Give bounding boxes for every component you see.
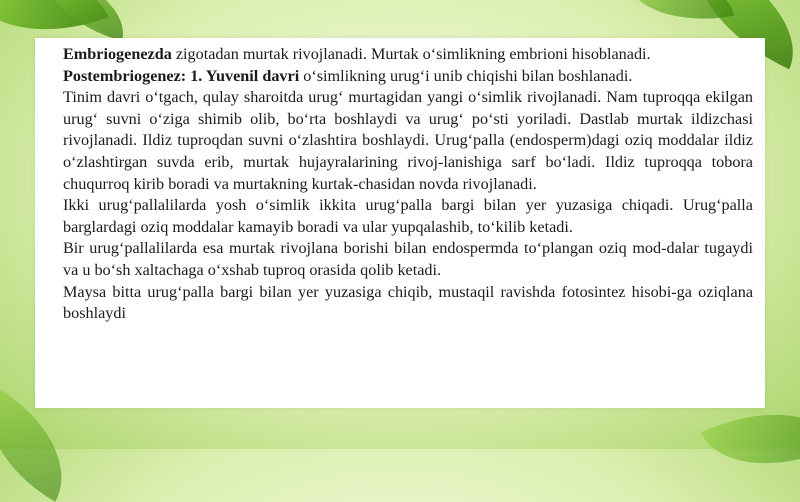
paragraph-embriogenez bbox=[63, 44, 753, 66]
paragraph-text: Ikki urug‘pallalilarda yosh o‘simlik ikkita urug‘palla bargi bilan yer yuzasiga chiqadi. Urug‘palla barglardagi oziq moddalar kamayib boradi va ular yupqalashib, to‘kilib ketadi. bbox=[63, 196, 753, 236]
text-card bbox=[35, 38, 765, 408]
paragraph-postembriogenez bbox=[63, 66, 753, 88]
paragraph-text: Tinim davri o‘tgach, qulay sharoitda urug‘ murtagidan yangi o‘simlik rivojlanadi. Nam tuproqqa ekilgan urug‘ suvni o‘ziga shimib olib, bo‘rta boshlaydi va urug‘ po‘sti yoriladi. Dastlab murtak ildizchasi rivojlanadi. Ildiz tuproqdan suvni o‘zlashtira boshlaydi. Urug‘palla (endosperm)dagi oziq moddalar ildiz o‘zlashtirgan suvda erib, murtak hujayralarining rivoj-lanishiga sarf bo‘ladi. Ildiz tuproqqa tobora chuqurroq kirib boradi va murtakning kurtak-chasidan novda rivojlanadi. bbox=[63, 88, 753, 193]
paragraph-text: Maysa bitta urug‘palla bargi bilan yer yuzasiga chiqib, mustaqil ravishda fotosintez hisobi-ga oziqlana boshlaydi bbox=[63, 282, 753, 323]
paragraph-text: zigotadan murtak rivojlanadi. Murtak o‘simlikning embrioni hisoblanadi. bbox=[171, 45, 651, 63]
paragraph-bir-urugpallalilar bbox=[63, 238, 753, 281]
paragraph-maysa bbox=[63, 282, 753, 325]
term-bold: Embriogenezda bbox=[63, 45, 172, 63]
paragraph-ikki-urugpallalilar bbox=[63, 195, 753, 238]
paragraph-text: o‘simlikning urug‘i unib chiqishi bilan boshlanadi. bbox=[299, 66, 633, 85]
paragraph-tinim bbox=[63, 87, 753, 195]
leaf-decoration bbox=[626, 0, 734, 33]
paragraph-text: Bir urug‘pallalilarda esa murtak rivojlana borishi bilan endospermda to‘plangan oziq mod-dalar tugaydi va u bo‘sh xaltachaga o‘xshab tuproq orasida qolib ketadi. bbox=[63, 239, 753, 279]
term-bold: Postembriogenez: 1. Yuvenil davri bbox=[63, 66, 300, 85]
